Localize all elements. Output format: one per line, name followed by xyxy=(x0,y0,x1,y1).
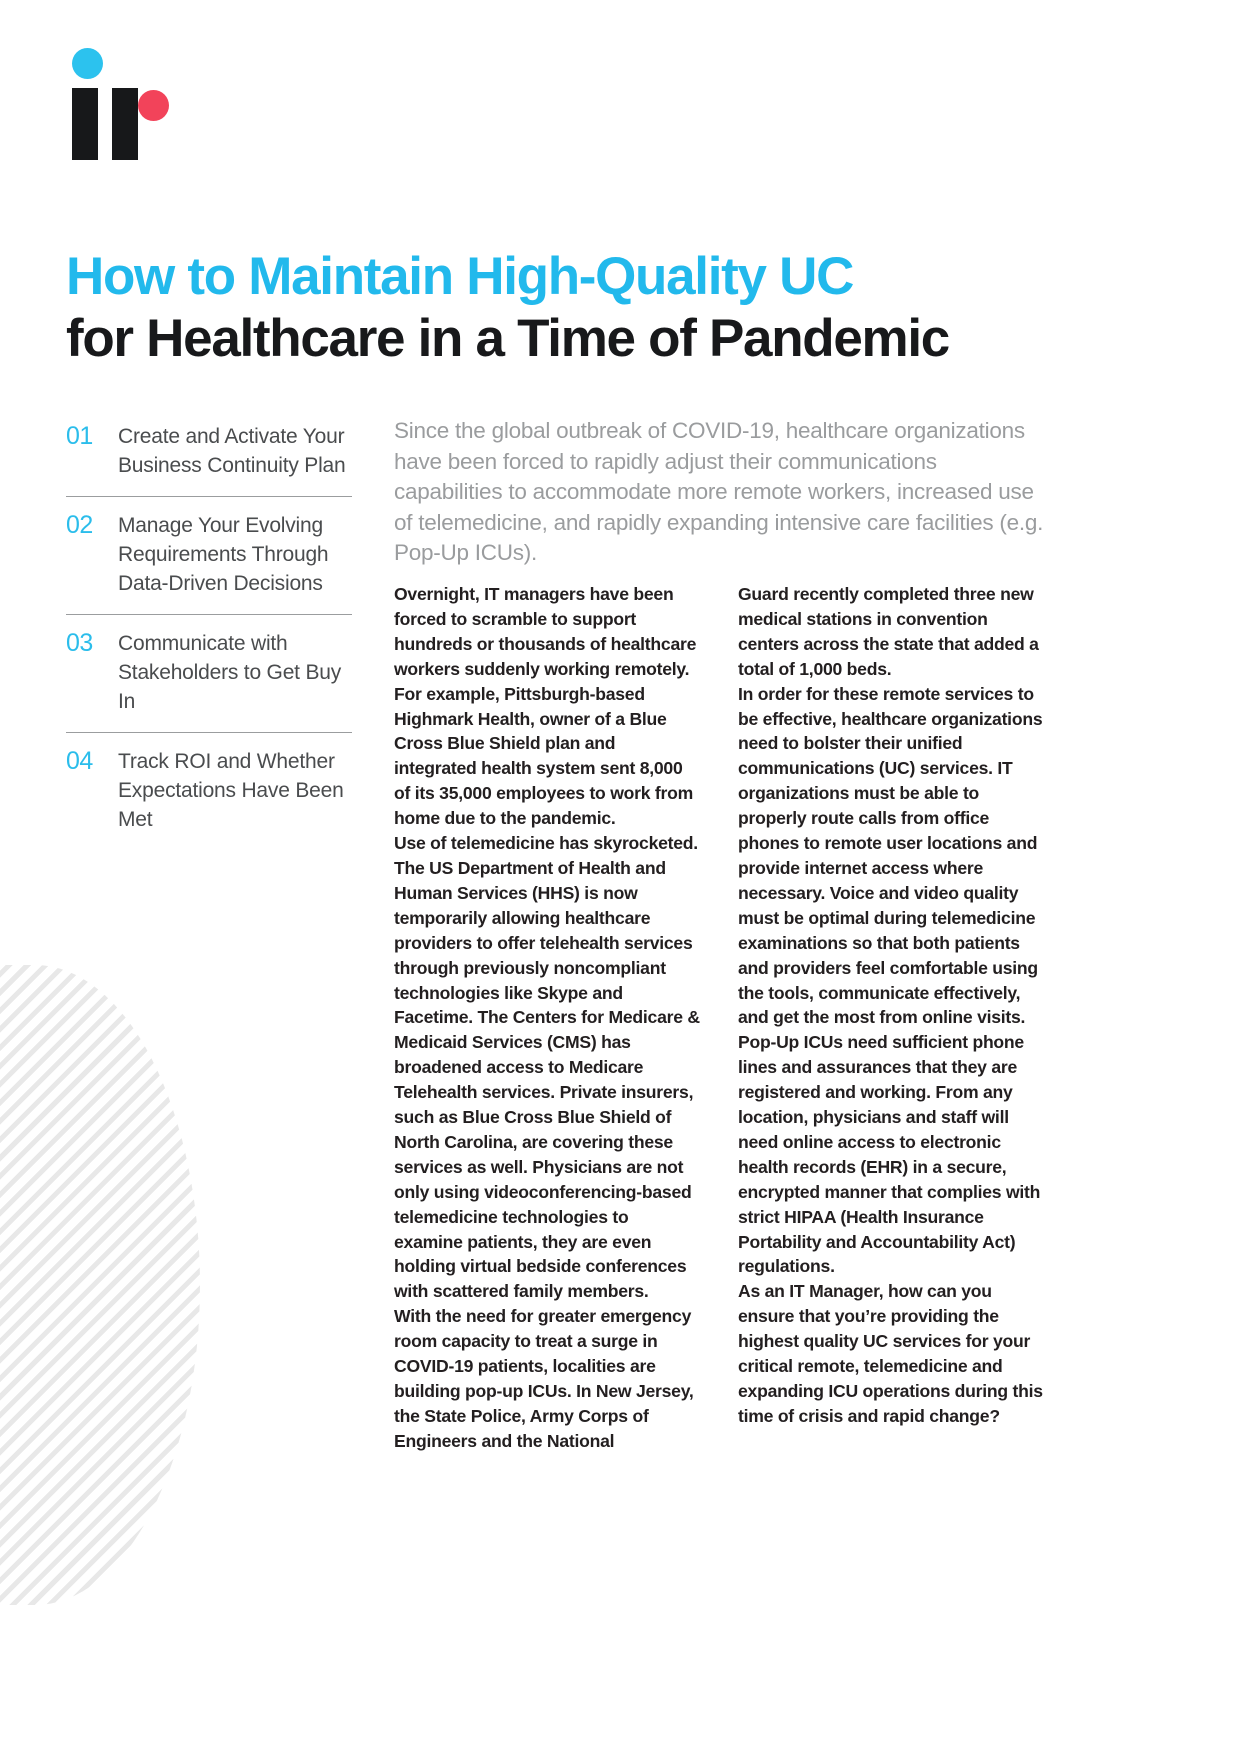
body-paragraph: In order for these remote services to be effective, healthcare organizations need to bolster their unified communications (UC) services. IT organizations must be able to properly route calls from office phones to remote user locations and provide internet access where necessary. Voice and video quality must be optimal during telemedicine examinations so that both patients and providers feel comfortable using the tools, communicate effectively, and get the most from online visits. Pop-Up ICUs need sufficient phone lines and assurances that they are registered and working. From any location, physicians and staff will need online access to electronic health records (EHR) in a secure, encrypted manner that complies with strict HIPAA (Health Insurance Portability and Accountability Act) regulations. xyxy=(738,683,1043,1277)
section-list-item-01[interactable] xyxy=(66,414,356,490)
body-paragraph: With the need for greater emergency room capacity to treat a surge in COVID-19 patients, localities are building pop-up ICUs. In New Jersey, the State Police, Army Corps of Engineers and the National xyxy=(394,1306,694,1451)
body-columns xyxy=(394,582,1044,1454)
section-number-03: 03 xyxy=(66,629,93,657)
page-title xyxy=(66,246,1066,370)
section-number-01: 01 xyxy=(66,422,93,450)
section-label-02: Manage Your Evolving Requirements Through Data-Driven Decisions xyxy=(118,514,329,595)
diagonal-stripe-fan-decoration xyxy=(0,965,200,1605)
section-list-item-02[interactable] xyxy=(66,503,356,608)
body-paragraph: Overnight, IT managers have been forced to scramble to support hundreds or thousands of healthcare workers suddenly working remotely. For example, Pittsburgh-based Highmark Health, owner of a Blue Cross Blue Shield plan and integrated health system sent 8,000 of its 35,000 employees to work from home due to the pandemic. xyxy=(394,584,697,829)
intro-paragraph: Since the global outbreak of COVID-19, healthcare organizations have been forced to rapidly adjust their communications capabilities to accommodate more remote workers, increased use of telemedicine, and rapidly expanding intensive care facilities (e.g. Pop-Up ICUs). xyxy=(394,418,1044,565)
logo-red-dot-icon xyxy=(138,90,169,121)
page-title-line-2: for Healthcare in a Time of Pandemic xyxy=(66,309,949,368)
section-list-item-04[interactable] xyxy=(66,739,356,844)
body-paragraph: As an IT Manager, how can you ensure that you’re providing the highest quality UC services for your critical remote, telemedicine and expanding ICU operations during this time of crisis and rapid change? xyxy=(738,1281,1043,1426)
section-list-item-03[interactable] xyxy=(66,621,356,726)
section-divider-1 xyxy=(66,496,352,497)
section-number-04: 04 xyxy=(66,747,93,775)
page-title-line-1: How to Maintain High-Quality UC xyxy=(66,247,854,306)
section-label-04: Track ROI and Whether Expectations Have Been Met xyxy=(118,750,344,831)
section-label-03: Communicate with Stakeholders to Get Buy In xyxy=(118,632,342,713)
section-divider-3 xyxy=(66,732,352,733)
section-list xyxy=(66,414,356,844)
brand-logo xyxy=(68,48,178,160)
section-number-02: 02 xyxy=(66,511,93,539)
section-divider-2 xyxy=(66,614,352,615)
body-column-right xyxy=(738,582,1044,1454)
logo-cyan-dot-icon xyxy=(72,48,103,79)
body-paragraph: Use of telemedicine has skyrocketed. The US Department of Health and Human Services (HHS) is now temporarily allowing healthcare providers to offer telehealth services through previously noncompliant technologies like Skype and Facetime. The Centers for Medicare & Medicaid Services (CMS) has broadened access to Medicare Telehealth services. Private insurers, such as Blue Cross Blue Shield of North Carolina, are covering these services as well. Physicians are not only using videoconferencing-based telemedicine technologies to examine patients, they are even holding virtual bedside conferences with scattered family members. xyxy=(394,833,700,1302)
body-column-left xyxy=(394,582,700,1454)
logo-left-bar-icon xyxy=(72,88,98,160)
body-paragraph: Guard recently completed three new medical stations in convention centers across the state that added a total of 1,000 beds. xyxy=(738,584,1039,679)
logo-right-bar-icon xyxy=(112,88,138,160)
section-label-01: Create and Activate Your Business Continuity Plan xyxy=(118,425,346,477)
